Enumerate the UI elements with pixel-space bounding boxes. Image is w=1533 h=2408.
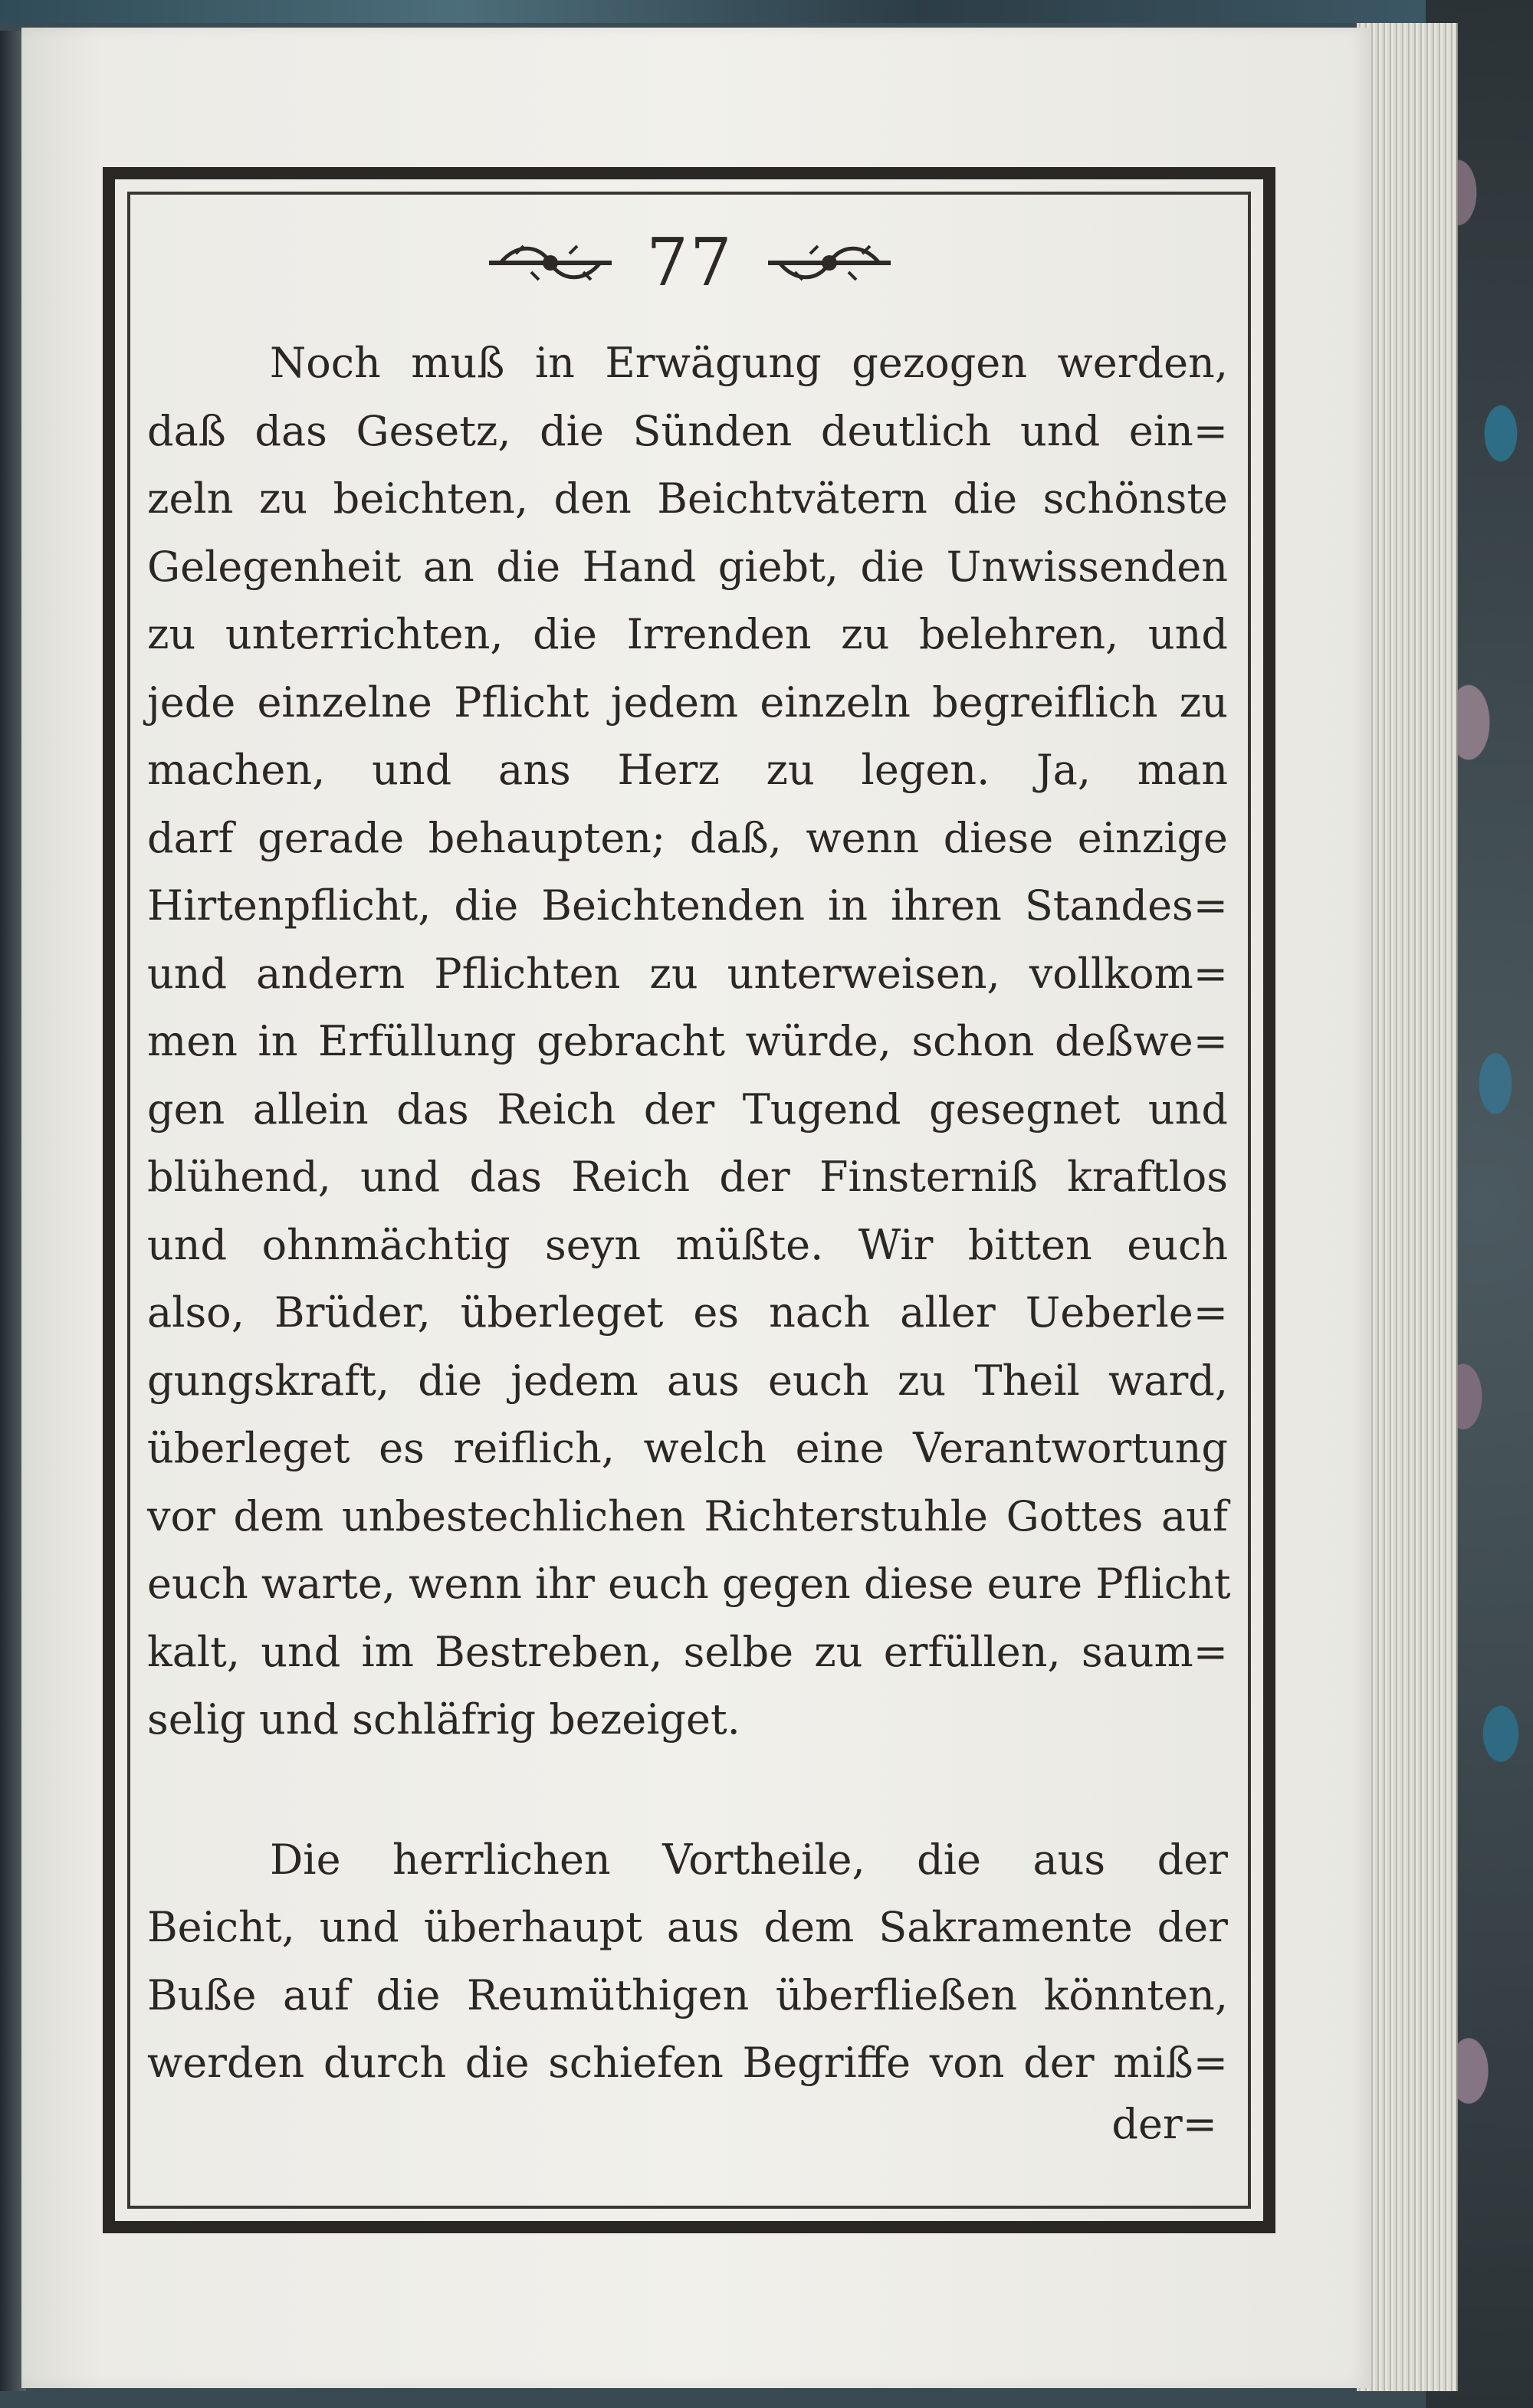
- text-line: Beicht, und überhaupt aus dem Sakramente der: [147, 1903, 1228, 1951]
- page-edges: [1357, 23, 1458, 2391]
- body-text: [147, 330, 1231, 2098]
- right-ornament-icon: [764, 240, 895, 286]
- book-edge-top: [0, 0, 1533, 23]
- catchword: der=: [1111, 2100, 1217, 2148]
- paragraph-1: [147, 330, 1231, 1754]
- text-line: und andern Pflichten zu unterweisen, vollkom=: [147, 949, 1228, 998]
- text-line: Noch muß in Erwägung gezogen werden,: [270, 339, 1228, 387]
- page-number: 77: [646, 225, 734, 301]
- text-line: jede einzelne Pflicht jedem einzeln begreiflich zu: [147, 677, 1228, 727]
- text-line: vor dem unbestechlichen Richterstuhle Gottes auf: [147, 1491, 1228, 1540]
- text-line: und ohnmächtig seyn müßte. Wir bitten euch: [147, 1220, 1228, 1269]
- text-line: selig und schläfrig bezeiget.: [147, 1695, 740, 1744]
- text-line: men in Erfüllung gebracht würde, schon deßwe=: [147, 1017, 1228, 1065]
- paragraph-gap: [147, 1754, 1228, 1826]
- text-line: zeln zu beichten, den Beichtvätern die schönste: [147, 474, 1228, 523]
- text-line: gungskraft, die jedem aus euch zu Theil ward,: [147, 1356, 1228, 1405]
- text-line: Buße auf die Reumüthigen überfließen könnten,: [147, 1970, 1228, 2019]
- text-line: zu unterrichten, die Irrenden zu belehren, und: [147, 610, 1228, 658]
- text-line: überleget es reiflich, welch eine Verantwortung: [147, 1424, 1228, 1472]
- text-line: kalt, und im Bestreben, selbe zu erfüllen, saum=: [147, 1627, 1228, 1676]
- text-line: machen, und ans Herz zu legen. Ja, man: [147, 746, 1228, 794]
- text-line: darf gerade behaupten; daß, wenn diese einzige: [147, 813, 1228, 862]
- left-ornament-icon: [485, 240, 615, 286]
- text-line: also, Brüder, überleget es nach aller Ueberle=: [147, 1288, 1228, 1337]
- text-line: werden durch die schiefen Begriffe von der miß=: [147, 2039, 1228, 2087]
- text-line: blühend, und das Reich der Finsterniß kraftlos: [147, 1153, 1228, 1201]
- text-line: gen allein das Reich der Tugend gesegnet und: [147, 1084, 1228, 1133]
- paragraph-2: [147, 1826, 1228, 2098]
- text-line: euch warte, wenn ihr euch gegen diese eure Pflicht: [147, 1560, 1231, 1608]
- text-line: Hirtenpflicht, die Beichtenden in ihren Standes=: [147, 881, 1228, 930]
- text-line: Gelegenheit an die Hand giebt, die Unwissenden: [147, 542, 1228, 591]
- text-line: Die herrlichen Vortheile, die aus der: [270, 1835, 1228, 1884]
- text-line: daß das Gesetz, die Sünden deutlich und ein=: [147, 406, 1228, 455]
- page-header: [460, 221, 920, 305]
